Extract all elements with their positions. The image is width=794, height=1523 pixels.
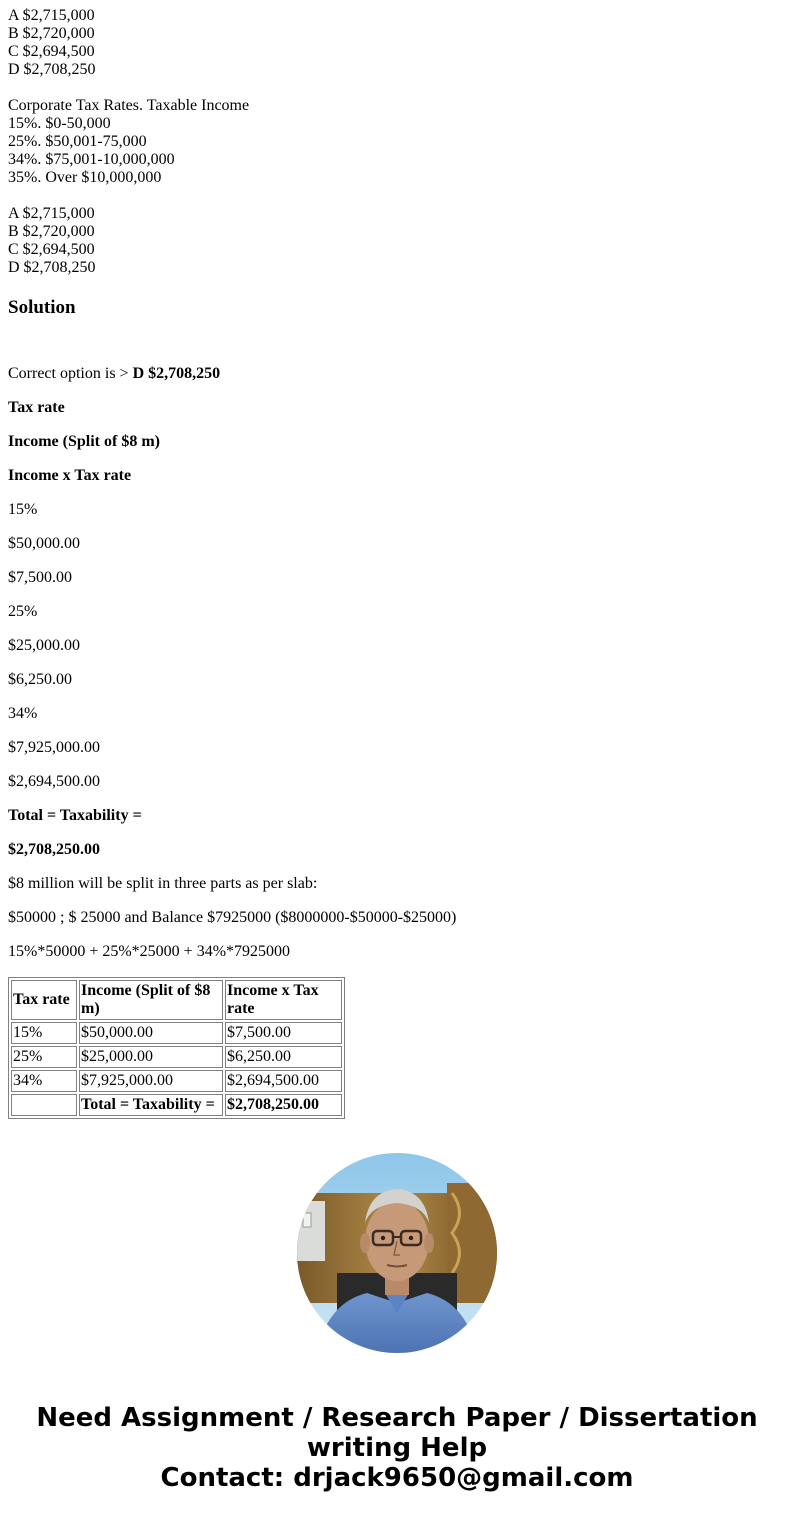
rate-line: 25%. $50,001-75,000 bbox=[8, 133, 147, 150]
tax-table bbox=[8, 977, 345, 1119]
option-a: A $2,715,000 bbox=[8, 205, 95, 222]
table-cell: $6,250.00 bbox=[225, 1046, 342, 1068]
table-total-row bbox=[11, 1094, 342, 1116]
table-cell-empty bbox=[11, 1094, 77, 1116]
flat-total-label: Total = Taxability = bbox=[8, 807, 142, 824]
table-header-cell: Tax rate bbox=[11, 980, 77, 1020]
footer-contact-email: Contact: drjack9650@gmail.com bbox=[160, 1463, 634, 1493]
rate-line: 15%. $0-50,000 bbox=[8, 115, 111, 132]
options-bottom bbox=[8, 205, 786, 277]
table-cell: 34% bbox=[11, 1070, 77, 1092]
table-row bbox=[11, 1022, 342, 1044]
flat-cell: $25,000.00 bbox=[8, 637, 80, 654]
explanation-line: 15%*50000 + 25%*25000 + 34%*7925000 bbox=[8, 943, 291, 960]
flat-cell: 15% bbox=[8, 501, 38, 518]
table-header-cell: Income x Tax rate bbox=[225, 980, 342, 1020]
flat-header: Income (Split of $8 m) bbox=[8, 433, 160, 450]
correct-option bbox=[8, 365, 786, 383]
options-top bbox=[8, 7, 786, 79]
option-d: D $2,708,250 bbox=[8, 61, 96, 78]
table-header-row bbox=[11, 980, 342, 1020]
correct-value: D $2,708,250 bbox=[132, 365, 221, 382]
author-avatar bbox=[297, 1153, 497, 1353]
rate-line: 34%. $75,001-10,000,000 bbox=[8, 151, 175, 168]
solution-heading: Solution bbox=[8, 297, 76, 318]
flat-cell: $2,694,500.00 bbox=[8, 773, 100, 790]
table-row bbox=[11, 1070, 342, 1092]
table-total-value: $2,708,250.00 bbox=[225, 1094, 342, 1116]
table-cell: $7,500.00 bbox=[225, 1022, 342, 1044]
rates-heading: Corporate Tax Rates. Taxable Income bbox=[8, 97, 250, 114]
table-row bbox=[11, 1046, 342, 1068]
option-d: D $2,708,250 bbox=[8, 259, 96, 276]
flat-cell: 25% bbox=[8, 603, 38, 620]
rate-line: 35%. Over $10,000,000 bbox=[8, 169, 162, 186]
table-cell: $7,925,000.00 bbox=[79, 1070, 223, 1092]
explanation-line: $8 million will be split in three parts as per slab: bbox=[8, 875, 318, 892]
flat-cell: $50,000.00 bbox=[8, 535, 80, 552]
option-c: C $2,694,500 bbox=[8, 43, 95, 60]
correct-prefix: Correct option is > bbox=[8, 365, 133, 382]
flat-cell: $7,500.00 bbox=[8, 569, 72, 586]
table-header-cell: Income (Split of $8 m) bbox=[79, 980, 223, 1020]
flat-header: Tax rate bbox=[8, 399, 65, 416]
table-cell: 25% bbox=[11, 1046, 77, 1068]
author-photo-illustration bbox=[297, 1153, 497, 1353]
flat-header: Income x Tax rate bbox=[8, 467, 132, 484]
flat-cell: $7,925,000.00 bbox=[8, 739, 100, 756]
table-cell: 15% bbox=[11, 1022, 77, 1044]
explanation-line: $50000 ; $ 25000 and Balance $7925000 ($8000000-$50000-$25000) bbox=[8, 909, 457, 926]
table-cell: $2,694,500.00 bbox=[225, 1070, 342, 1092]
tax-rates bbox=[8, 97, 786, 187]
option-b: B $2,720,000 bbox=[8, 25, 95, 42]
flat-cell: $6,250.00 bbox=[8, 671, 72, 688]
option-b: B $2,720,000 bbox=[8, 223, 95, 240]
option-a: A $2,715,000 bbox=[8, 7, 95, 24]
footer-line-2: writing Help bbox=[306, 1433, 488, 1463]
footer-contact bbox=[0, 1403, 794, 1493]
table-total-label: Total = Taxability = bbox=[79, 1094, 223, 1116]
table-cell: $25,000.00 bbox=[79, 1046, 223, 1068]
flat-total-value: $2,708,250.00 bbox=[8, 841, 100, 858]
table-cell: $50,000.00 bbox=[79, 1022, 223, 1044]
flat-cell: 34% bbox=[8, 705, 38, 722]
footer-line-1: Need Assignment / Research Paper / Dissertation bbox=[36, 1403, 758, 1433]
option-c: C $2,694,500 bbox=[8, 241, 95, 258]
